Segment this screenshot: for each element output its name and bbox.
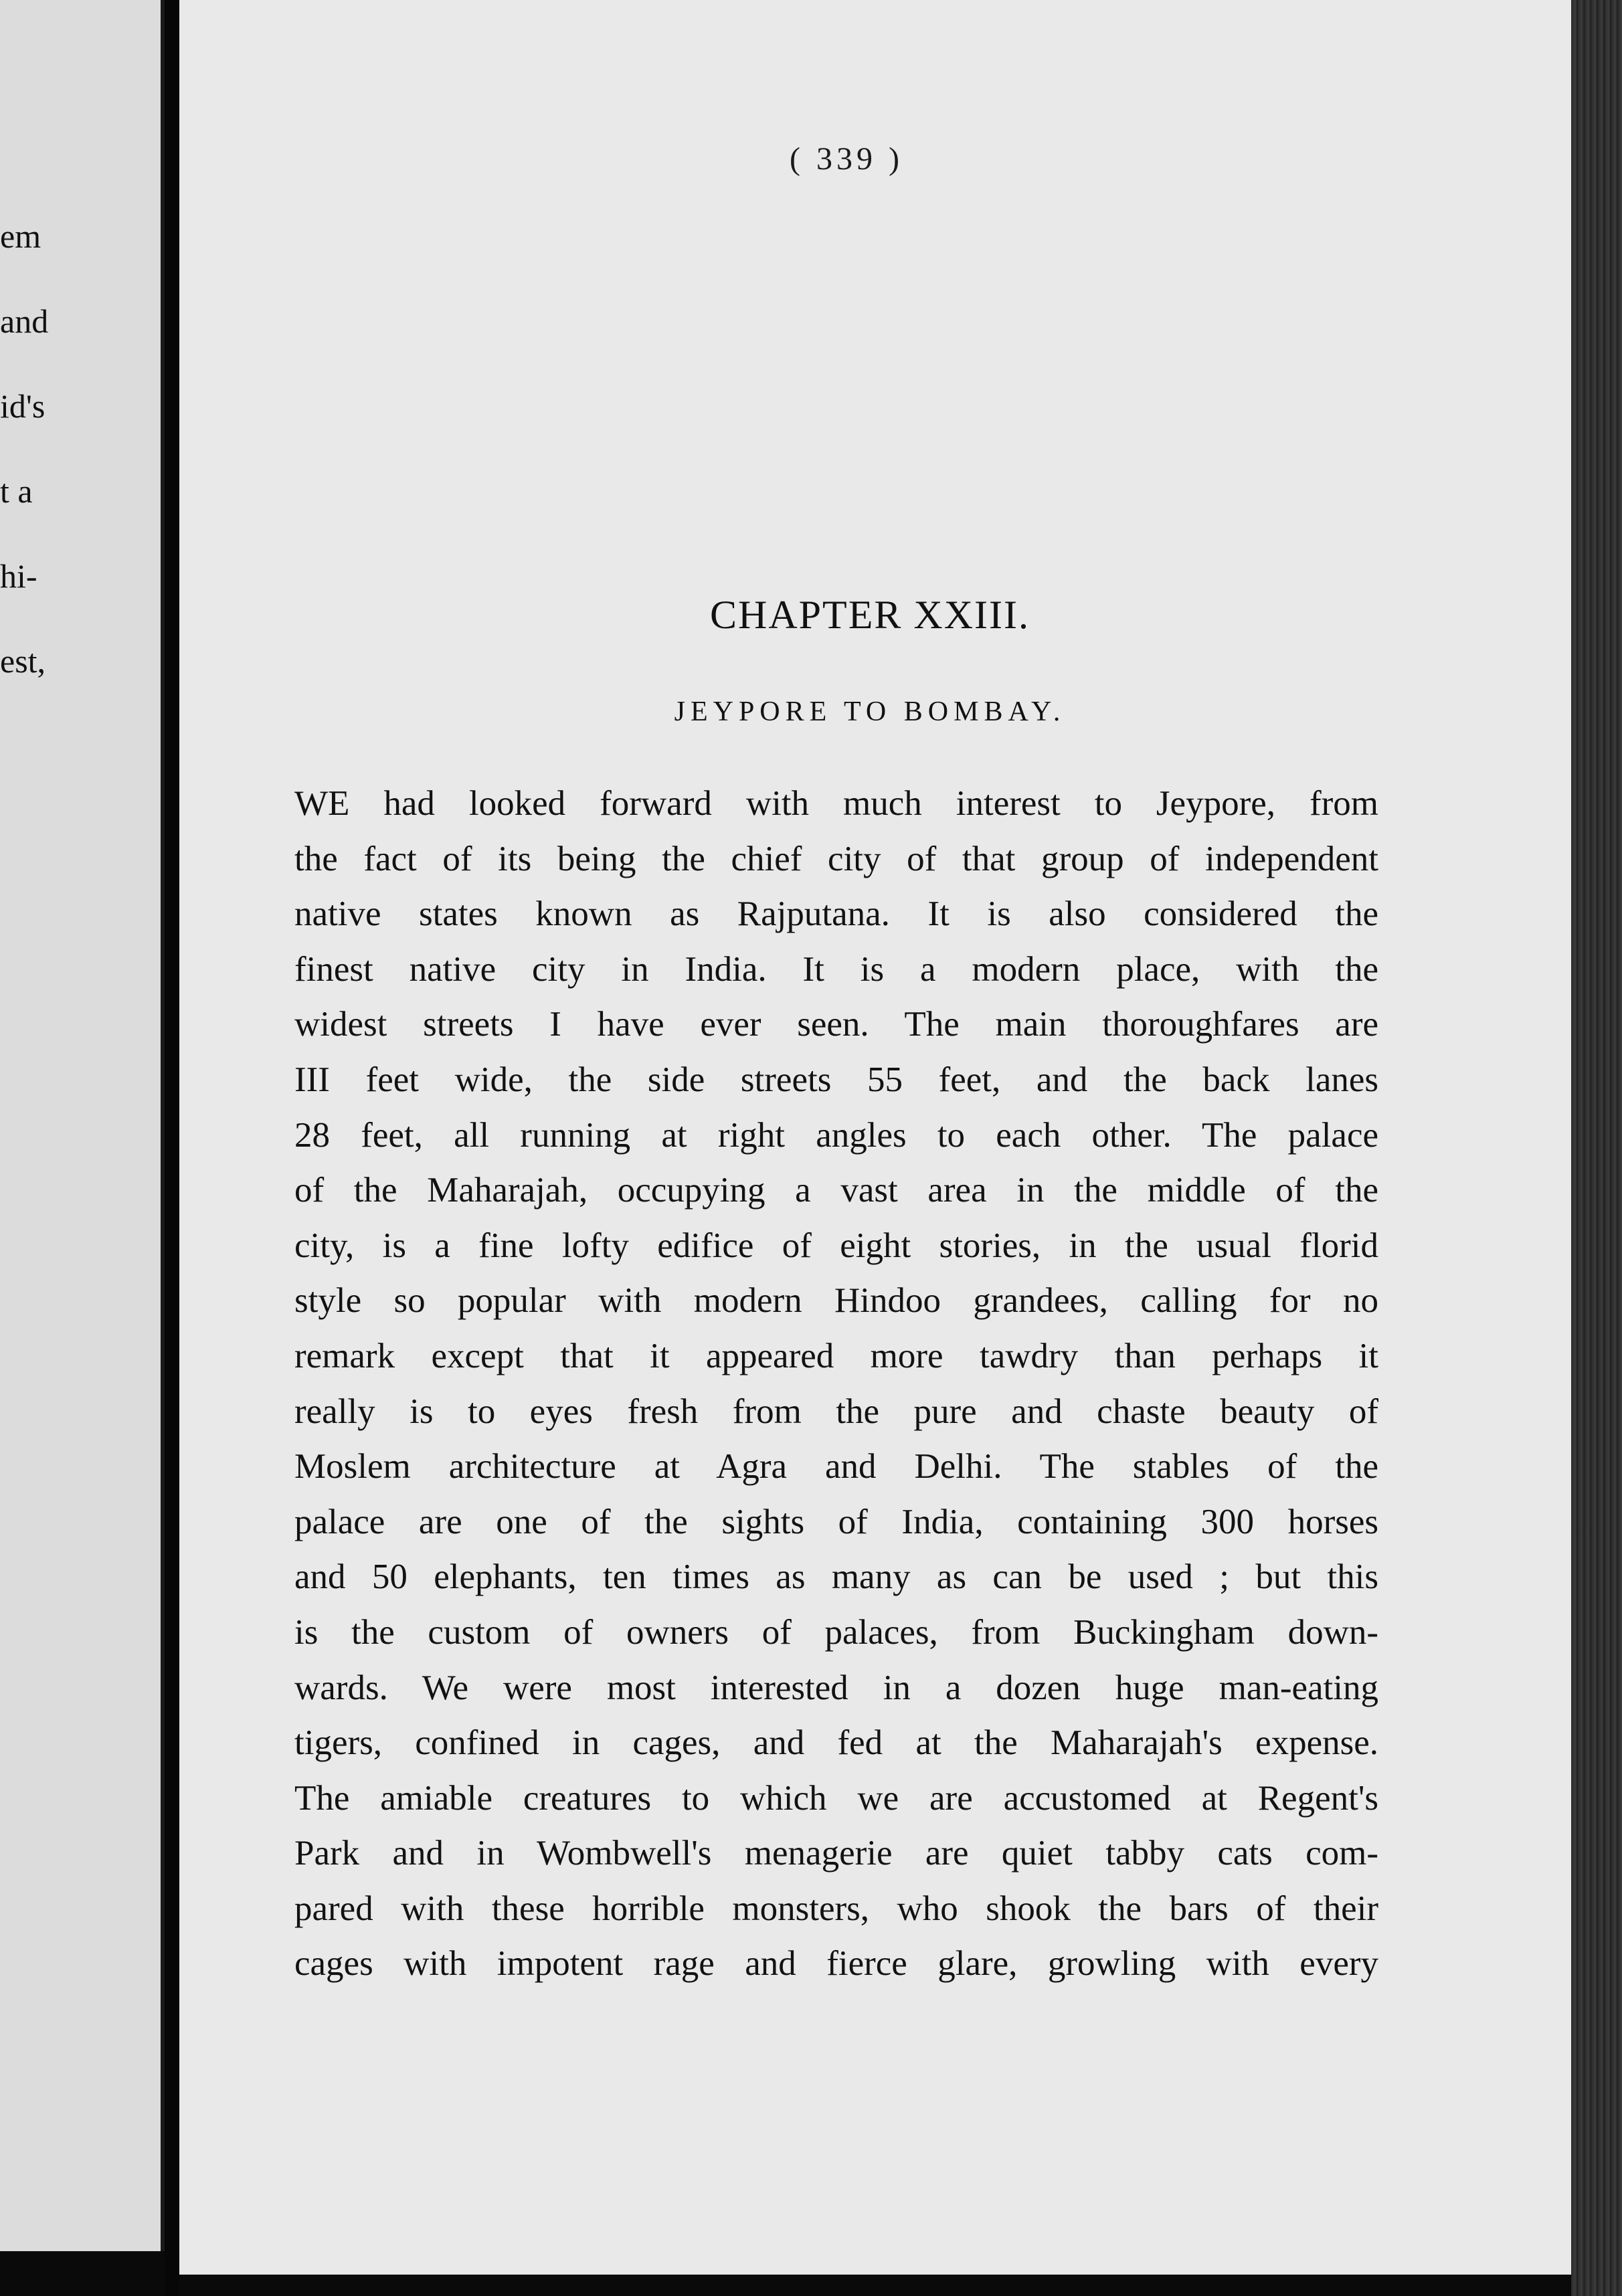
text-line: wards. We were most interested in a dozen huge man-eating — [294, 1668, 1378, 1707]
chapter-body-text — [294, 776, 1378, 1992]
page-edges — [1571, 0, 1622, 2296]
text-line: Moslem architecture at Agra and Delhi. The stables of the — [294, 1447, 1378, 1487]
chapter-subtitle: JEYPORE TO BOMBAY. — [674, 696, 1066, 727]
text-line: remark except that it appeared more tawdry than perhaps it — [294, 1336, 1378, 1375]
text-line: tigers, confined in cages, and fed at the Maharajah's expense. — [294, 1723, 1378, 1763]
left-fragment: t a — [0, 472, 33, 510]
left-fragment: and — [0, 302, 49, 340]
text-line: really is to eyes fresh from the pure and chaste beauty of — [294, 1392, 1378, 1431]
text-line: native states known as Rajputana. It is also considered the — [294, 894, 1378, 934]
text-line: WE had looked forward with much interest to Jeypore, from — [294, 784, 1378, 823]
text-line: Park and in Wombwell's menagerie are quiet tabby cats com- — [294, 1834, 1378, 1873]
book-gutter — [165, 0, 179, 2296]
text-line: and 50 elephants, ten times as many as can be used ; but this — [294, 1557, 1378, 1597]
text-line: III feet wide, the side streets 55 feet, and the back lanes — [294, 1060, 1378, 1099]
left-page — [0, 0, 165, 2251]
text-line: palace are one of the sights of India, containing 300 horses — [294, 1502, 1378, 1541]
text-line: is the custom of owners of palaces, from Buckingham down- — [294, 1612, 1378, 1652]
text-line: 28 feet, all running at right angles to each other. The palace — [294, 1115, 1378, 1155]
left-fragment: em — [0, 217, 41, 255]
text-line: The amiable creatures to which we are accustomed at Regent's — [294, 1778, 1378, 1818]
text-line: style so popular with modern Hindoo grandees, calling for no — [294, 1281, 1378, 1321]
text-line: the fact of its being the chief city of that group of independent — [294, 839, 1378, 878]
text-line: widest streets I have ever seen. The main thoroughfares are — [294, 1005, 1378, 1044]
text-line: of the Maharajah, occupying a vast area in the middle of the — [294, 1171, 1378, 1210]
text-line: city, is a fine lofty edifice of eight stories, in the usual florid — [294, 1226, 1378, 1265]
text-line: pared with these horrible monsters, who shook the bars of their — [294, 1889, 1378, 1928]
left-fragment: hi- — [0, 557, 37, 595]
text-line: cages with impotent rage and fierce glare, growling with every — [294, 1944, 1378, 1984]
page-number: ( 339 ) — [790, 141, 903, 177]
left-fragment: est, — [0, 642, 46, 680]
text-line: finest native city in India. It is a modern place, with the — [294, 949, 1378, 989]
left-page-text-fragments — [0, 194, 67, 704]
left-fragment: id's — [0, 387, 46, 425]
chapter-title: CHAPTER XXIII. — [710, 593, 1030, 637]
